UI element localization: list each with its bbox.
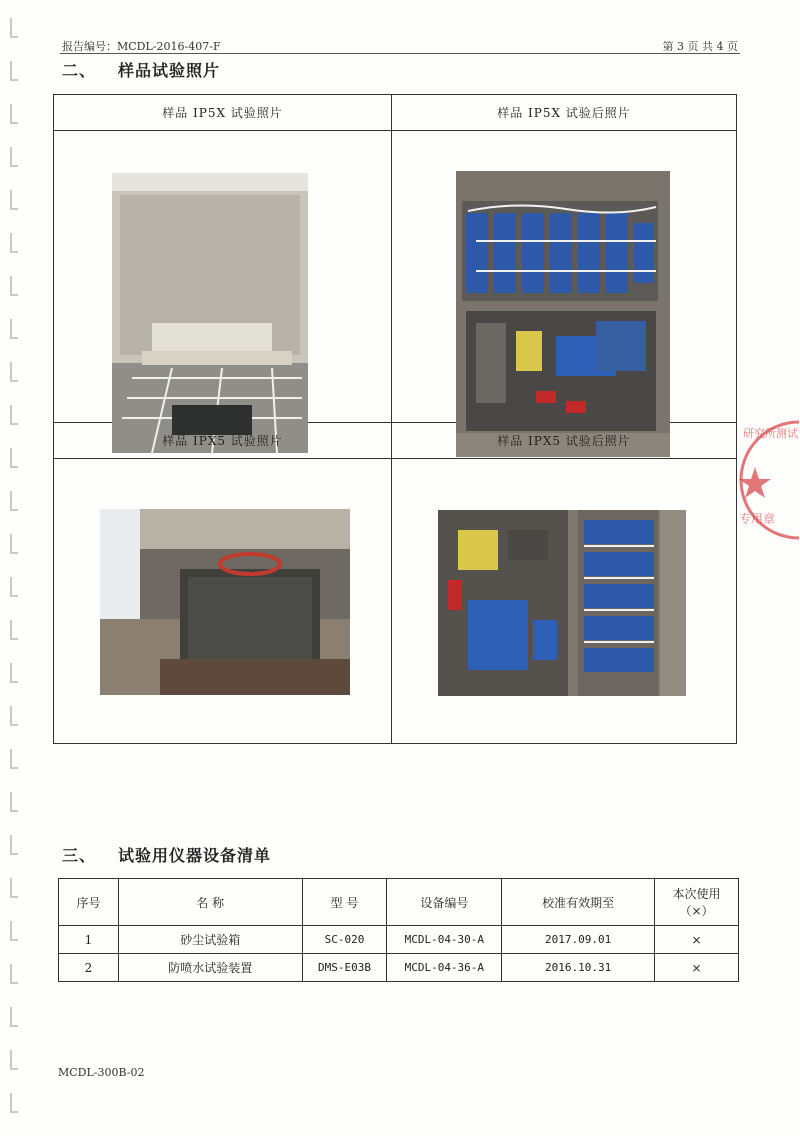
header-name: 名 称 — [118, 879, 302, 926]
table-header-row — [59, 879, 739, 926]
photo-cabinet-after-water — [438, 510, 686, 696]
equipment-table — [58, 878, 739, 982]
cell-used: × — [655, 926, 739, 954]
header-seq: 序号 — [59, 879, 119, 926]
photo-cell-ip5x-before — [54, 131, 392, 423]
caption-ipx5-after: 样品 IPX5 试验后照片 — [392, 423, 736, 459]
cell-seq: 2 — [59, 954, 119, 982]
caption-ip5x-after: 样品 IP5X 试验后照片 — [392, 95, 736, 131]
photo-water-spray-setup — [100, 509, 350, 695]
cell-model: SC-020 — [302, 926, 387, 954]
cell-equip-no: MCDL-04-30-A — [387, 926, 502, 954]
photo-cabinet-after-dust — [456, 171, 670, 457]
header-calibration: 校准有效期至 — [502, 879, 655, 926]
photo-table — [53, 94, 737, 744]
section-heading: 试验用仪器设备清单 — [118, 846, 272, 865]
form-number: MCDL-300B-02 — [58, 1066, 145, 1079]
section-title-photos — [62, 58, 220, 81]
section-heading: 样品试验照片 — [118, 61, 221, 80]
page-info: 第 3 页 共 4 页 — [662, 40, 738, 53]
cell-equip-no: MCDL-04-36-A — [387, 954, 502, 982]
photo-dust-chamber — [112, 173, 308, 453]
section-number: 三、 — [62, 846, 97, 865]
cell-name: 砂尘试验箱 — [118, 926, 302, 954]
cell-calibration: 2016.10.31 — [502, 954, 655, 982]
table-row — [59, 954, 739, 982]
svg-text:专用章: 专用章 — [739, 512, 776, 526]
header-used — [655, 879, 739, 926]
section-title-equipment — [62, 843, 271, 866]
cell-used: × — [655, 954, 739, 982]
caption-ipx5-before: 样品 IPX5 试验照片 — [54, 423, 392, 459]
cell-model: DMS-E03B — [302, 954, 387, 982]
photo-cell-ipx5-after — [392, 459, 736, 743]
header-used-line1: 本次使用 — [672, 887, 721, 901]
section-number: 二、 — [62, 61, 97, 80]
cell-name: 防喷水试验装置 — [118, 954, 302, 982]
cell-seq: 1 — [59, 926, 119, 954]
report-number: 报告编号：MCDL-2016-407-F — [62, 40, 221, 53]
header-divider — [60, 53, 740, 54]
table-row — [59, 926, 739, 954]
caption-ip5x-before: 样品 IP5X 试验照片 — [54, 95, 392, 131]
cell-calibration: 2017.09.01 — [502, 926, 655, 954]
binding-marks — [10, 18, 24, 1136]
header-used-line2: （×） — [679, 904, 714, 918]
svg-text:研究所测试: 研究所测试 — [743, 427, 798, 440]
header-equip-no: 设备编号 — [387, 879, 502, 926]
photo-cell-ip5x-after — [392, 131, 736, 423]
photo-cell-ipx5-before — [54, 459, 392, 743]
official-stamp — [735, 415, 799, 545]
header-model: 型 号 — [302, 879, 387, 926]
